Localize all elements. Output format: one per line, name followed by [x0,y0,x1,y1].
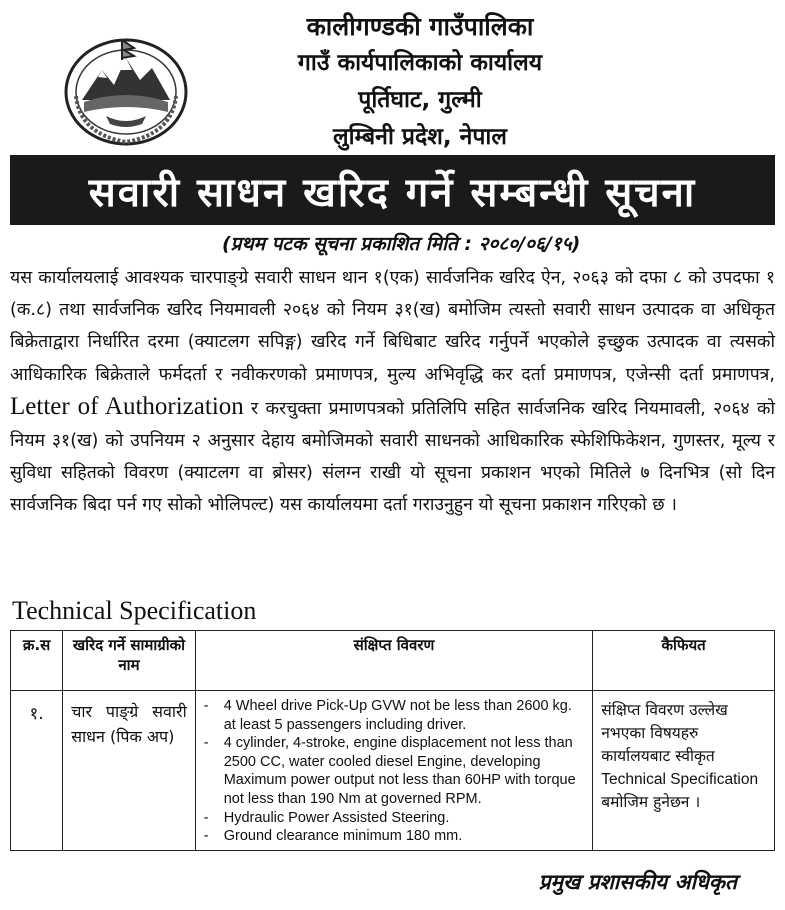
municipality-name: कालीगण्डकी गाउँपालिका [306,12,534,41]
col-header-item: खरिद गर्ने सामाग्रीको नाम [63,631,196,691]
remark-part2: बमोजिम हुनेछन । [601,793,701,811]
cell-remark [593,691,775,851]
cell-sn: १. [11,691,63,851]
tech-spec-heading: Technical Specification [12,596,257,625]
body-text-part2: र करचुक्ता प्रमाणपत्रको प्रतिलिपि सहित सार्वजनिक खरिद नियमावली, २०६४ को नियम ३१(ख) को उपनियम २ अनुसार देहाय बमोजिमको सवारी साधनको आधिकारिक स्फेशिफिकेशन, गुणस्तर, मूल्य र सुविधा सहितको विवरण (क्याटलग वा ब्रोसर) संलग्न राखी यो सूचना प्रकाशन भएको मितिले ७ दिनभित्र (सो दिन सार्वजनिक बिदा पर्न गए सोको भोलिपल्ट) यस कार्यालयमा दर्ता गराउनुहुन यो सूचना प्रकाशन गरिएको छ । [10,398,776,516]
office-name: गाउँ कार्यपालिकाको कार्यालय [297,50,543,76]
cell-item-name: चार पाङ्ग्रे सवारी साधन (पिक अप) [63,691,196,851]
office-address: पूर्तिघाट, गुल्मी [358,87,482,113]
government-emblem-icon [62,30,190,148]
spec-item: - Hydraulic Power Assisted Steering. [204,809,585,828]
spec-item: - 4 cylinder, 4-stroke, engine displacement not less than 2500 CC, water cooled diesel Engine, developing Maximum power output not less than 60HP with torque not less than 190 Nm at governed RPM. [204,734,585,808]
cell-description [195,691,593,851]
body-text-latin: Letter of Authorization [10,392,244,420]
table-header-row [11,631,775,691]
spec-table [10,630,775,851]
body-text-part1: यस कार्यालयलाई आवश्यक चारपाङ्ग्रे सवारी साधन थान १(एक) सार्वजनिक खरिद ऐन, २०६३ को दफा ८ को उपदफा १ (क.८) तथा सार्वजनिक खरिद नियमावली २०६४ को नियम ३१(ख) बमोजिम त्यस्तो सवारी साधन उत्पादक वा अधिकृत बिक्रेताद्वारा निर्धारित दरमा (क्याटलग सपिङ्ग) खरिद गर्ने बिधिबाट खरिद गर्नुपर्ने भएकोले इच्छुक उत्पादक वा त्यसको आधिकारिक बिक्रेताले फर्मदर्ता र नवीकरणको प्रमाणपत्र, मुल्य अभिवृद्धि कर दर्ता प्रमाणपत्र, एजेन्सी दर्ता प्रमाणपत्र, [10,268,775,385]
col-header-description: संक्षिप्त विवरण [195,631,593,691]
col-header-sn: क्र.स [11,631,63,691]
spec-item: - Ground clearance minimum 180 mm. [204,827,585,846]
table-row [11,691,775,851]
province-country: लुम्बिनी प्रदेश, नेपाल [333,124,507,150]
col-header-remark: कैफियत [593,631,775,691]
notice-body [10,262,775,522]
notice-title: सवारी साधन खरिद गर्ने सम्बन्धी सूचना [88,169,697,216]
publication-date: (प्रथम पटक सूचना प्रकाशित मिति : २०८०/०६/१५) [222,233,581,255]
remark-latin: Technical Specification [601,771,759,788]
spec-item: - 4 Wheel drive Pick-Up GVW not be less than 2600 kg. at least 5 passengers including driver. [204,697,585,734]
spec-list [204,697,585,846]
notice-title-banner [10,155,775,225]
remark-part1: संक्षिप्त विवरण उल्लेख नभएका विषयहरु कार्यालयबाट स्वीकृत [601,701,728,765]
office-header [230,8,610,156]
signatory-title: प्रमुख प्रशासकीय अधिकृत [538,870,737,894]
